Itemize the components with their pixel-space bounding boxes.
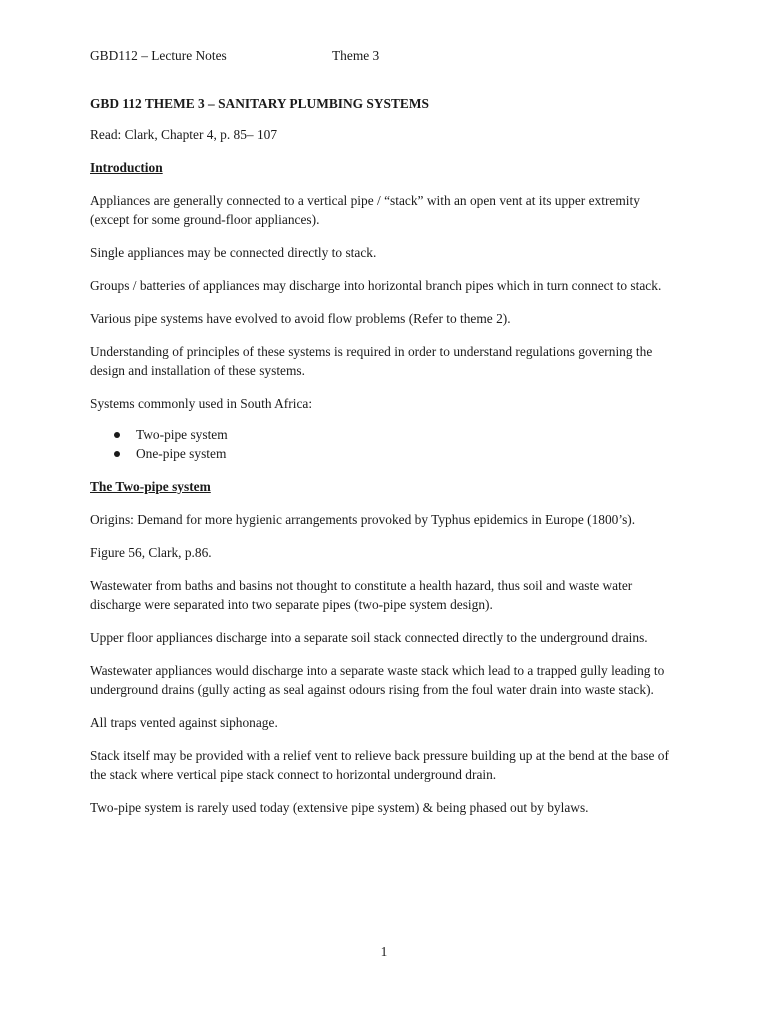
two-pipe-paragraph: Figure 56, Clark, p.86.	[90, 545, 212, 560]
two-pipe-paragraph: All traps vented against siphonage.	[90, 715, 278, 730]
section-heading-introduction: Introduction	[90, 160, 163, 175]
two-pipe-paragraph: Stack itself may be provided with a relief vent to relieve back pressure building up at the bend at the base of the stack where vertical pipe stack connect to horizontal underground drain.	[90, 748, 669, 782]
bullet-icon	[114, 432, 120, 438]
intro-paragraph: Understanding of principles of these systems is required in order to understand regulations governing the design and installation of these systems.	[90, 344, 653, 378]
two-pipe-paragraph: Two-pipe system is rarely used today (extensive pipe system) & being phased out by bylaws.	[90, 800, 589, 815]
two-pipe-paragraph: Origins: Demand for more hygienic arrangements provoked by Typhus epidemics in Europe (1800’s).	[90, 512, 636, 527]
section-heading-two-pipe: The Two-pipe system	[90, 479, 211, 494]
header-theme-label: Theme 3	[332, 48, 380, 63]
document-title: GBD 112 THEME 3 – SANITARY PLUMBING SYSTEMS	[90, 96, 429, 111]
list-item-label: One-pipe system	[136, 446, 227, 461]
two-pipe-paragraph: Wastewater appliances would discharge into a separate waste stack which lead to a trapped gully leading to underground drains (gully acting as seal against odours rising from the foul water drain into waste stack).	[90, 663, 665, 697]
intro-paragraph: Single appliances may be connected directly to stack.	[90, 245, 377, 260]
document-page	[90, 44, 680, 817]
reading-reference: Read: Clark, Chapter 4, p. 85– 107	[90, 127, 278, 142]
running-header	[90, 44, 680, 66]
two-pipe-paragraph: Wastewater from baths and basins not thought to constitute a health hazard, thus soil and waste water discharge were separated into two separate pipes (two-pipe system design).	[90, 578, 633, 612]
bullet-icon	[114, 451, 120, 457]
systems-list	[90, 425, 680, 463]
intro-paragraph: Various pipe systems have evolved to avoid flow problems (Refer to theme 2).	[90, 311, 511, 326]
header-course-label: GBD112 – Lecture Notes	[90, 48, 227, 63]
list-item-label: Two-pipe system	[136, 427, 228, 442]
intro-paragraph: Systems commonly used in South Africa:	[90, 396, 313, 411]
list-item	[90, 425, 680, 444]
intro-paragraph: Groups / batteries of appliances may discharge into horizontal branch pipes which in turn connect to stack.	[90, 278, 662, 293]
two-pipe-paragraph: Upper floor appliances discharge into a separate soil stack connected directly to the underground drains.	[90, 630, 648, 645]
intro-paragraph: Appliances are generally connected to a vertical pipe / “stack” with an open vent at its upper extremity (except for some ground-floor appliances).	[90, 193, 640, 227]
page-number: 1	[380, 944, 388, 959]
list-item	[90, 444, 680, 463]
